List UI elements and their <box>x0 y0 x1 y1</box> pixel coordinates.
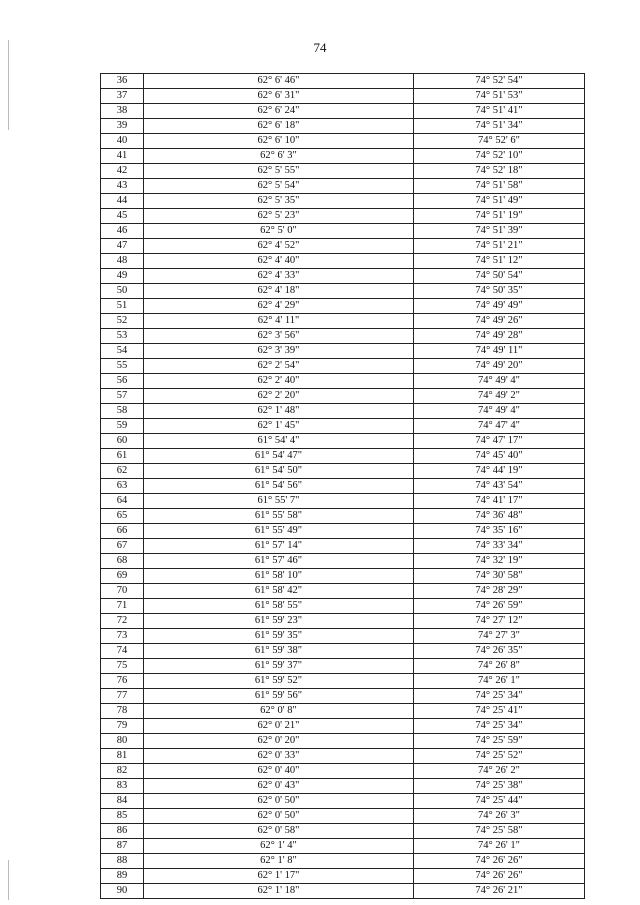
latitude-cell: 62° 3' 56" <box>144 329 414 344</box>
point-number-cell: 48 <box>101 254 144 269</box>
longitude-cell: 74° 25' 59" <box>414 734 585 749</box>
latitude-cell: 62° 0' 21" <box>144 719 414 734</box>
latitude-cell: 62° 5' 0" <box>144 224 414 239</box>
latitude-cell: 62° 6' 18" <box>144 119 414 134</box>
table-row <box>101 359 585 374</box>
longitude-cell: 74° 51' 39" <box>414 224 585 239</box>
longitude-cell: 74° 26' 26" <box>414 869 585 884</box>
latitude-cell: 62° 1' 4" <box>144 839 414 854</box>
longitude-cell: 74° 26' 1" <box>414 839 585 854</box>
point-number-cell: 62 <box>101 464 144 479</box>
table-row <box>101 389 585 404</box>
table-row <box>101 299 585 314</box>
longitude-cell: 74° 26' 26" <box>414 854 585 869</box>
table-row <box>101 254 585 269</box>
longitude-cell: 74° 33' 34" <box>414 539 585 554</box>
scan-margin-mark <box>8 860 9 900</box>
point-number-cell: 54 <box>101 344 144 359</box>
table-row <box>101 734 585 749</box>
longitude-cell: 74° 51' 12" <box>414 254 585 269</box>
point-number-cell: 79 <box>101 719 144 734</box>
longitude-cell: 74° 49' 28" <box>414 329 585 344</box>
longitude-cell: 74° 27' 3" <box>414 629 585 644</box>
point-number-cell: 56 <box>101 374 144 389</box>
longitude-cell: 74° 51' 19" <box>414 209 585 224</box>
point-number-cell: 82 <box>101 764 144 779</box>
point-number-cell: 46 <box>101 224 144 239</box>
point-number-cell: 47 <box>101 239 144 254</box>
table-row <box>101 239 585 254</box>
table-row <box>101 464 585 479</box>
table-row <box>101 269 585 284</box>
longitude-cell: 74° 52' 10" <box>414 149 585 164</box>
latitude-cell: 62° 5' 54" <box>144 179 414 194</box>
latitude-cell: 61° 54' 47" <box>144 449 414 464</box>
scan-margin-mark <box>8 40 9 130</box>
latitude-cell: 62° 0' 58" <box>144 824 414 839</box>
table-row <box>101 539 585 554</box>
point-number-cell: 50 <box>101 284 144 299</box>
table-row <box>101 494 585 509</box>
latitude-cell: 62° 1' 17" <box>144 869 414 884</box>
latitude-cell: 62° 5' 23" <box>144 209 414 224</box>
latitude-cell: 61° 58' 10" <box>144 569 414 584</box>
latitude-cell: 61° 58' 42" <box>144 584 414 599</box>
latitude-cell: 62° 4' 52" <box>144 239 414 254</box>
latitude-cell: 62° 6' 24" <box>144 104 414 119</box>
latitude-cell: 62° 6' 46" <box>144 74 414 89</box>
point-number-cell: 83 <box>101 779 144 794</box>
longitude-cell: 74° 26' 8" <box>414 659 585 674</box>
latitude-cell: 62° 0' 20" <box>144 734 414 749</box>
point-number-cell: 85 <box>101 809 144 824</box>
latitude-cell: 61° 54' 4" <box>144 434 414 449</box>
table-row <box>101 419 585 434</box>
longitude-cell: 74° 50' 54" <box>414 269 585 284</box>
latitude-cell: 61° 59' 23" <box>144 614 414 629</box>
point-number-cell: 43 <box>101 179 144 194</box>
latitude-cell: 62° 6' 31" <box>144 89 414 104</box>
point-number-cell: 40 <box>101 134 144 149</box>
point-number-cell: 63 <box>101 479 144 494</box>
point-number-cell: 57 <box>101 389 144 404</box>
table-row <box>101 869 585 884</box>
point-number-cell: 42 <box>101 164 144 179</box>
point-number-cell: 67 <box>101 539 144 554</box>
point-number-cell: 38 <box>101 104 144 119</box>
point-number-cell: 81 <box>101 749 144 764</box>
table-row <box>101 569 585 584</box>
point-number-cell: 58 <box>101 404 144 419</box>
longitude-cell: 74° 41' 17" <box>414 494 585 509</box>
point-number-cell: 37 <box>101 89 144 104</box>
page-number: 74 <box>313 40 327 55</box>
point-number-cell: 84 <box>101 794 144 809</box>
point-number-cell: 71 <box>101 599 144 614</box>
longitude-cell: 74° 25' 41" <box>414 704 585 719</box>
longitude-cell: 74° 25' 58" <box>414 824 585 839</box>
table-row <box>101 644 585 659</box>
table-row <box>101 794 585 809</box>
longitude-cell: 74° 26' 35" <box>414 644 585 659</box>
point-number-cell: 89 <box>101 869 144 884</box>
latitude-cell: 61° 59' 35" <box>144 629 414 644</box>
point-number-cell: 39 <box>101 119 144 134</box>
longitude-cell: 74° 52' 54" <box>414 74 585 89</box>
latitude-cell: 61° 55' 58" <box>144 509 414 524</box>
longitude-cell: 74° 26' 59" <box>414 599 585 614</box>
latitude-cell: 62° 1' 45" <box>144 419 414 434</box>
point-number-cell: 36 <box>101 74 144 89</box>
longitude-cell: 74° 51' 49" <box>414 194 585 209</box>
table-row <box>101 179 585 194</box>
longitude-cell: 74° 49' 4" <box>414 374 585 389</box>
table-row <box>101 404 585 419</box>
table-row <box>101 329 585 344</box>
longitude-cell: 74° 49' 49" <box>414 299 585 314</box>
table-row <box>101 554 585 569</box>
point-number-cell: 68 <box>101 554 144 569</box>
point-number-cell: 90 <box>101 884 144 899</box>
longitude-cell: 74° 26' 3" <box>414 809 585 824</box>
longitude-cell: 74° 28' 29" <box>414 584 585 599</box>
point-number-cell: 80 <box>101 734 144 749</box>
point-number-cell: 75 <box>101 659 144 674</box>
table-row <box>101 779 585 794</box>
latitude-cell: 62° 2' 20" <box>144 389 414 404</box>
point-number-cell: 49 <box>101 269 144 284</box>
latitude-cell: 62° 0' 50" <box>144 809 414 824</box>
longitude-cell: 74° 52' 18" <box>414 164 585 179</box>
longitude-cell: 74° 51' 21" <box>414 239 585 254</box>
longitude-cell: 74° 35' 16" <box>414 524 585 539</box>
latitude-cell: 62° 2' 40" <box>144 374 414 389</box>
latitude-cell: 62° 0' 50" <box>144 794 414 809</box>
longitude-cell: 74° 27' 12" <box>414 614 585 629</box>
latitude-cell: 62° 4' 18" <box>144 284 414 299</box>
latitude-cell: 62° 4' 29" <box>144 299 414 314</box>
table-row <box>101 854 585 869</box>
table-row <box>101 449 585 464</box>
point-number-cell: 73 <box>101 629 144 644</box>
table-row <box>101 149 585 164</box>
point-number-cell: 61 <box>101 449 144 464</box>
latitude-cell: 62° 5' 55" <box>144 164 414 179</box>
table-row <box>101 509 585 524</box>
point-number-cell: 69 <box>101 569 144 584</box>
point-number-cell: 53 <box>101 329 144 344</box>
table-row <box>101 614 585 629</box>
longitude-cell: 74° 25' 44" <box>414 794 585 809</box>
table-row <box>101 194 585 209</box>
longitude-cell: 74° 44' 19" <box>414 464 585 479</box>
longitude-cell: 74° 49' 2" <box>414 389 585 404</box>
latitude-cell: 61° 57' 46" <box>144 554 414 569</box>
longitude-cell: 74° 49' 4" <box>414 404 585 419</box>
latitude-cell: 62° 3' 39" <box>144 344 414 359</box>
table-row <box>101 599 585 614</box>
latitude-cell: 62° 5' 35" <box>144 194 414 209</box>
point-number-cell: 59 <box>101 419 144 434</box>
longitude-cell: 74° 47' 4" <box>414 419 585 434</box>
table-row <box>101 104 585 119</box>
longitude-cell: 74° 51' 53" <box>414 89 585 104</box>
table-row <box>101 314 585 329</box>
point-number-cell: 88 <box>101 854 144 869</box>
latitude-cell: 62° 6' 3" <box>144 149 414 164</box>
point-number-cell: 72 <box>101 614 144 629</box>
latitude-cell: 62° 1' 8" <box>144 854 414 869</box>
point-number-cell: 51 <box>101 299 144 314</box>
latitude-cell: 61° 54' 56" <box>144 479 414 494</box>
latitude-cell: 61° 54' 50" <box>144 464 414 479</box>
point-number-cell: 64 <box>101 494 144 509</box>
latitude-cell: 62° 0' 40" <box>144 764 414 779</box>
longitude-cell: 74° 51' 41" <box>414 104 585 119</box>
point-number-cell: 45 <box>101 209 144 224</box>
table-row <box>101 674 585 689</box>
latitude-cell: 62° 0' 33" <box>144 749 414 764</box>
latitude-cell: 62° 4' 11" <box>144 314 414 329</box>
latitude-cell: 61° 55' 7" <box>144 494 414 509</box>
table-row <box>101 164 585 179</box>
coordinates-table-body <box>101 74 585 899</box>
longitude-cell: 74° 51' 34" <box>414 119 585 134</box>
table-row <box>101 704 585 719</box>
longitude-cell: 74° 26' 2" <box>414 764 585 779</box>
point-number-cell: 78 <box>101 704 144 719</box>
latitude-cell: 62° 4' 33" <box>144 269 414 284</box>
longitude-cell: 74° 51' 58" <box>414 179 585 194</box>
longitude-cell: 74° 30' 58" <box>414 569 585 584</box>
point-number-cell: 60 <box>101 434 144 449</box>
point-number-cell: 65 <box>101 509 144 524</box>
point-number-cell: 87 <box>101 839 144 854</box>
longitude-cell: 74° 25' 34" <box>414 689 585 704</box>
point-number-cell: 86 <box>101 824 144 839</box>
table-row <box>101 629 585 644</box>
point-number-cell: 52 <box>101 314 144 329</box>
table-row <box>101 764 585 779</box>
longitude-cell: 74° 47' 17" <box>414 434 585 449</box>
longitude-cell: 74° 25' 52" <box>414 749 585 764</box>
table-row <box>101 809 585 824</box>
table-row <box>101 884 585 899</box>
latitude-cell: 61° 59' 52" <box>144 674 414 689</box>
latitude-cell: 62° 6' 10" <box>144 134 414 149</box>
latitude-cell: 62° 0' 43" <box>144 779 414 794</box>
table-row <box>101 689 585 704</box>
coordinates-table <box>100 73 585 899</box>
longitude-cell: 74° 49' 26" <box>414 314 585 329</box>
longitude-cell: 74° 36' 48" <box>414 509 585 524</box>
latitude-cell: 61° 58' 55" <box>144 599 414 614</box>
longitude-cell: 74° 32' 19" <box>414 554 585 569</box>
table-row <box>101 719 585 734</box>
longitude-cell: 74° 26' 1" <box>414 674 585 689</box>
table-row <box>101 749 585 764</box>
table-row <box>101 584 585 599</box>
latitude-cell: 61° 55' 49" <box>144 524 414 539</box>
latitude-cell: 62° 2' 54" <box>144 359 414 374</box>
longitude-cell: 74° 25' 34" <box>414 719 585 734</box>
point-number-cell: 77 <box>101 689 144 704</box>
point-number-cell: 74 <box>101 644 144 659</box>
table-row <box>101 434 585 449</box>
table-row <box>101 209 585 224</box>
table-row <box>101 839 585 854</box>
table-row <box>101 89 585 104</box>
latitude-cell: 62° 4' 40" <box>144 254 414 269</box>
table-row <box>101 524 585 539</box>
table-row <box>101 284 585 299</box>
table-row <box>101 374 585 389</box>
point-number-cell: 70 <box>101 584 144 599</box>
longitude-cell: 74° 52' 6" <box>414 134 585 149</box>
longitude-cell: 74° 49' 20" <box>414 359 585 374</box>
latitude-cell: 61° 57' 14" <box>144 539 414 554</box>
latitude-cell: 61° 59' 56" <box>144 689 414 704</box>
table-row <box>101 344 585 359</box>
longitude-cell: 74° 49' 11" <box>414 344 585 359</box>
table-row <box>101 659 585 674</box>
latitude-cell: 62° 1' 48" <box>144 404 414 419</box>
table-row <box>101 824 585 839</box>
point-number-cell: 44 <box>101 194 144 209</box>
point-number-cell: 55 <box>101 359 144 374</box>
latitude-cell: 62° 0' 8" <box>144 704 414 719</box>
table-row <box>101 134 585 149</box>
table-row <box>101 119 585 134</box>
point-number-cell: 41 <box>101 149 144 164</box>
longitude-cell: 74° 26' 21" <box>414 884 585 899</box>
table-row <box>101 479 585 494</box>
latitude-cell: 61° 59' 38" <box>144 644 414 659</box>
point-number-cell: 76 <box>101 674 144 689</box>
longitude-cell: 74° 45' 40" <box>414 449 585 464</box>
longitude-cell: 74° 25' 38" <box>414 779 585 794</box>
longitude-cell: 74° 50' 35" <box>414 284 585 299</box>
table-row <box>101 224 585 239</box>
latitude-cell: 62° 1' 18" <box>144 884 414 899</box>
table-row <box>101 74 585 89</box>
latitude-cell: 61° 59' 37" <box>144 659 414 674</box>
longitude-cell: 74° 43' 54" <box>414 479 585 494</box>
point-number-cell: 66 <box>101 524 144 539</box>
